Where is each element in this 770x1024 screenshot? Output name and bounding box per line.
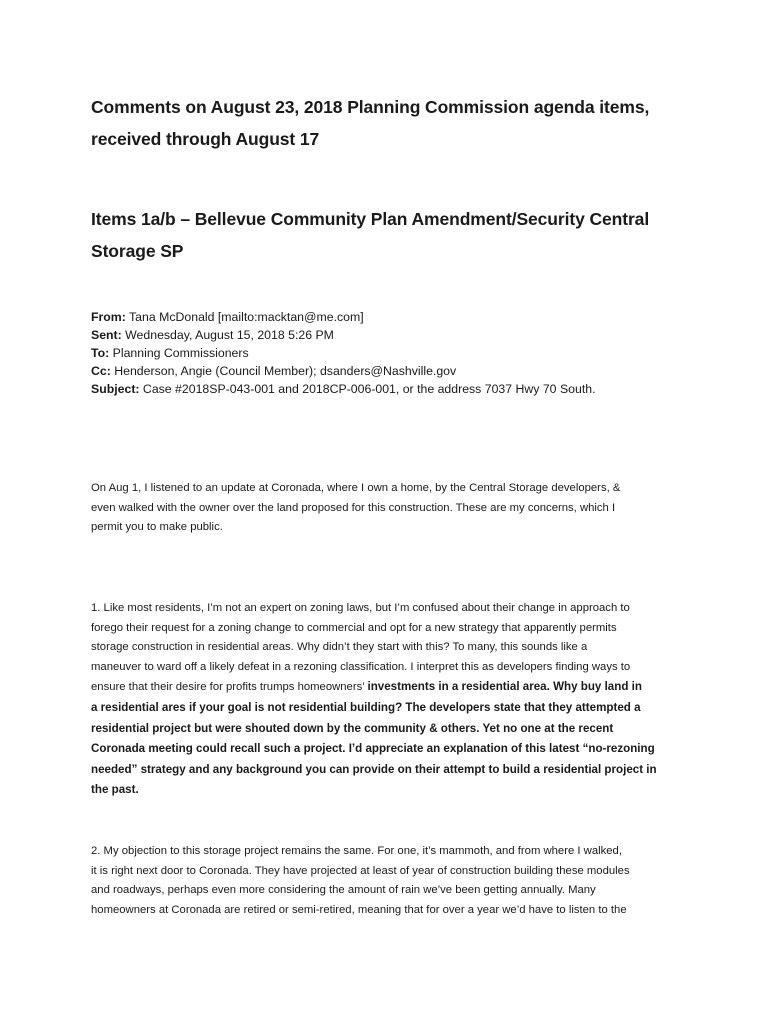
intro-line-3: permit you to make public. [91,521,223,534]
email-from-line [91,308,711,326]
sent-value: Wednesday, August 15, 2018 5:26 PM [121,328,334,342]
subject-value: Case #2018SP-043-001 and 2018CP-006-001, or the address 7037 Hwy 70 South. [139,382,596,396]
p2-line-1: 2. My objection to this storage project remains the same. For one, it’s mammoth, and from where I walked, [91,845,622,857]
email-subject-line [91,380,711,398]
to-label: To: [91,346,110,360]
email-to-line [91,344,711,362]
concern-paragraph-2 [91,842,681,920]
subject-label: Subject: [91,382,140,396]
section-heading-line-2: Storage SP [91,241,184,261]
from-label: From: [91,310,126,324]
p1-line-3: storage construction in residential areas. Why didn’t they start with this? To many, this sounds like a [91,641,588,654]
p1-line-4: maneuver to ward off a likely defeat in a rezoning classification. I interpret this as developers finding ways to [91,660,631,673]
cc-value: Henderson, Angie (Council Member); dsanders@Nashville.gov [110,364,457,378]
intro-line-2: even walked with the owner over the land proposed for this construction. These are my concerns, which I [91,501,616,514]
p1-line-6: a residential ares if your goal is not residential building? The developers state that they attempted a [91,700,641,714]
sent-label: Sent: [91,328,122,342]
p1-line-9: needed” strategy and any background you can provide on their attempt to build a residential project in [91,762,657,776]
document-title-line-1: Comments on August 23, 2018 Planning Commission agenda items, [91,97,650,117]
p2-line-4: homeowners at Coronada are retired or semi-retired, meaning that for over a year we’d have to listen to the [91,903,627,916]
concern-paragraph-1 [91,599,681,801]
p2-line-3: and roadways, perhaps even more considering the amount of rain we’ve been getting annually. Many [91,884,596,897]
intro-paragraph [91,479,681,538]
section-heading [91,203,691,267]
p1-line-2: forego their request for a zoning change to commercial and opt for a new strategy that apparently permits [91,621,617,634]
from-value: Tana McDonald [mailto:macktan@me.com] [125,310,364,324]
email-cc-line [91,362,711,380]
p1-line-8: Coronada meeting could recall such a project. I’d appreciate an explanation of this latest “no-rezoning [91,742,655,756]
cc-label: Cc: [91,364,111,378]
email-header [91,308,711,398]
to-value: Planning Commissioners [109,346,249,360]
p1-line-10: the past. [91,783,139,797]
email-sent-line [91,326,711,344]
p1-line-1: 1. Like most residents, I’m not an expert on zoning laws, but I’m confused about their change in approach to [91,602,630,614]
document-title-line-2: received through August 17 [91,129,320,149]
intro-line-1: On Aug 1, I listened to an update at Coronada, where I own a home, by the Central Storage developers, & [91,482,621,494]
p2-line-2: it is right next door to Coronada. They have projected at least of year of construction building these modules [91,864,630,877]
section-heading-line-1: Items 1a/b – Bellevue Community Plan Amendment/Security Central [91,209,650,229]
p1-line-5a: ensure that their desire for profits trumps homeowners’ [91,681,368,694]
p1-line-5b: investments in a residential area. Why buy land in [367,680,642,694]
p1-line-7: residential project but were shouted down by the community & others. Yet no one at the recent [91,721,614,735]
document-title [91,91,691,155]
